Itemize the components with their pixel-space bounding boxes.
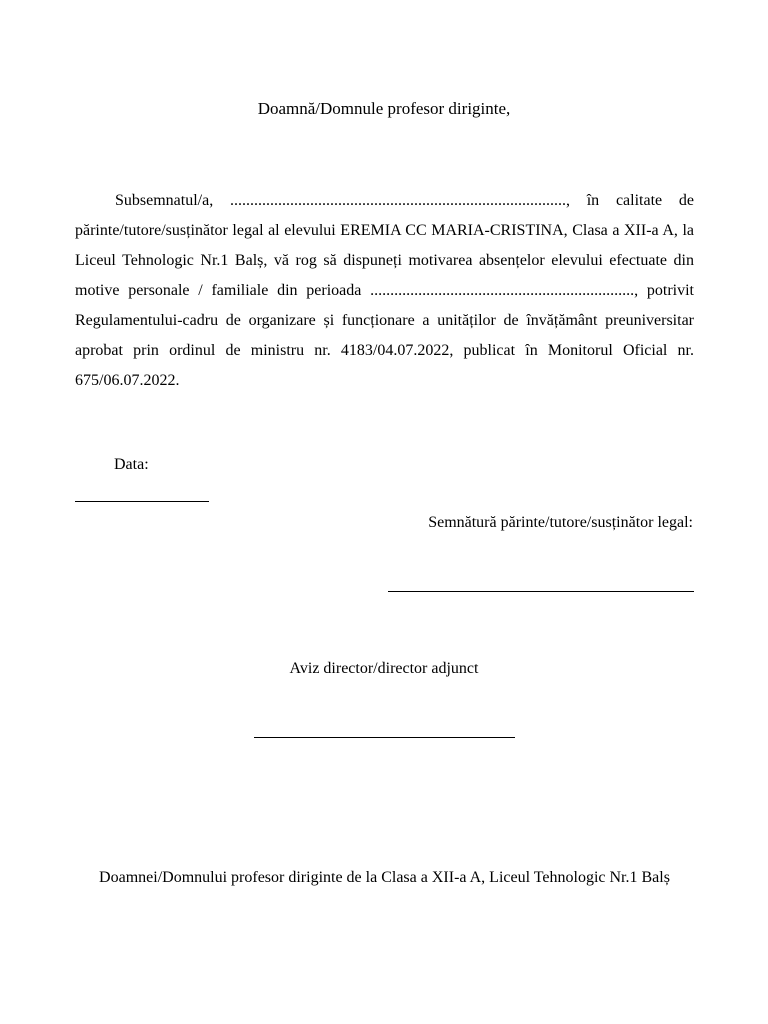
director-signature-line: [254, 737, 515, 738]
date-blank-line: [75, 501, 209, 502]
signature-blank-line: [388, 591, 694, 592]
signature-label: Semnătură părinte/tutore/susținător legal:: [428, 514, 693, 531]
director-approval-label: Aviz director/director adjunct: [289, 660, 479, 677]
request-paragraph: Subsemnatul/a, ...................................................................................., în calitate de părinte/tutore/susținător legal al elevului EREMIA CC MARIA-CRISTINA, Clasa a XII-a A, la Liceul Tehnologic Nr.1 Balș, vă rog să dispuneți motivarea absențelor elevului efectuate din motive personale / familiale din perioada .................................................................., potrivit Regulamentului-cadru de organizare și funcționare a unităților de învățământ preuniversitar aprobat prin ordinul de ministru nr. 4183/04.07.2022, publicat în Monitorul Oficial nr. 675/06.07.2022.: [75, 192, 694, 389]
date-label: Data:: [114, 456, 149, 473]
addressee-text: Doamnei/Domnului profesor diriginte de la Clasa a XII-a A, Liceul Tehnologic Nr.1 Balș: [99, 869, 670, 886]
greeting-heading: Doamnă/Domnule profesor diriginte,: [257, 99, 511, 118]
request-body: [75, 186, 694, 396]
